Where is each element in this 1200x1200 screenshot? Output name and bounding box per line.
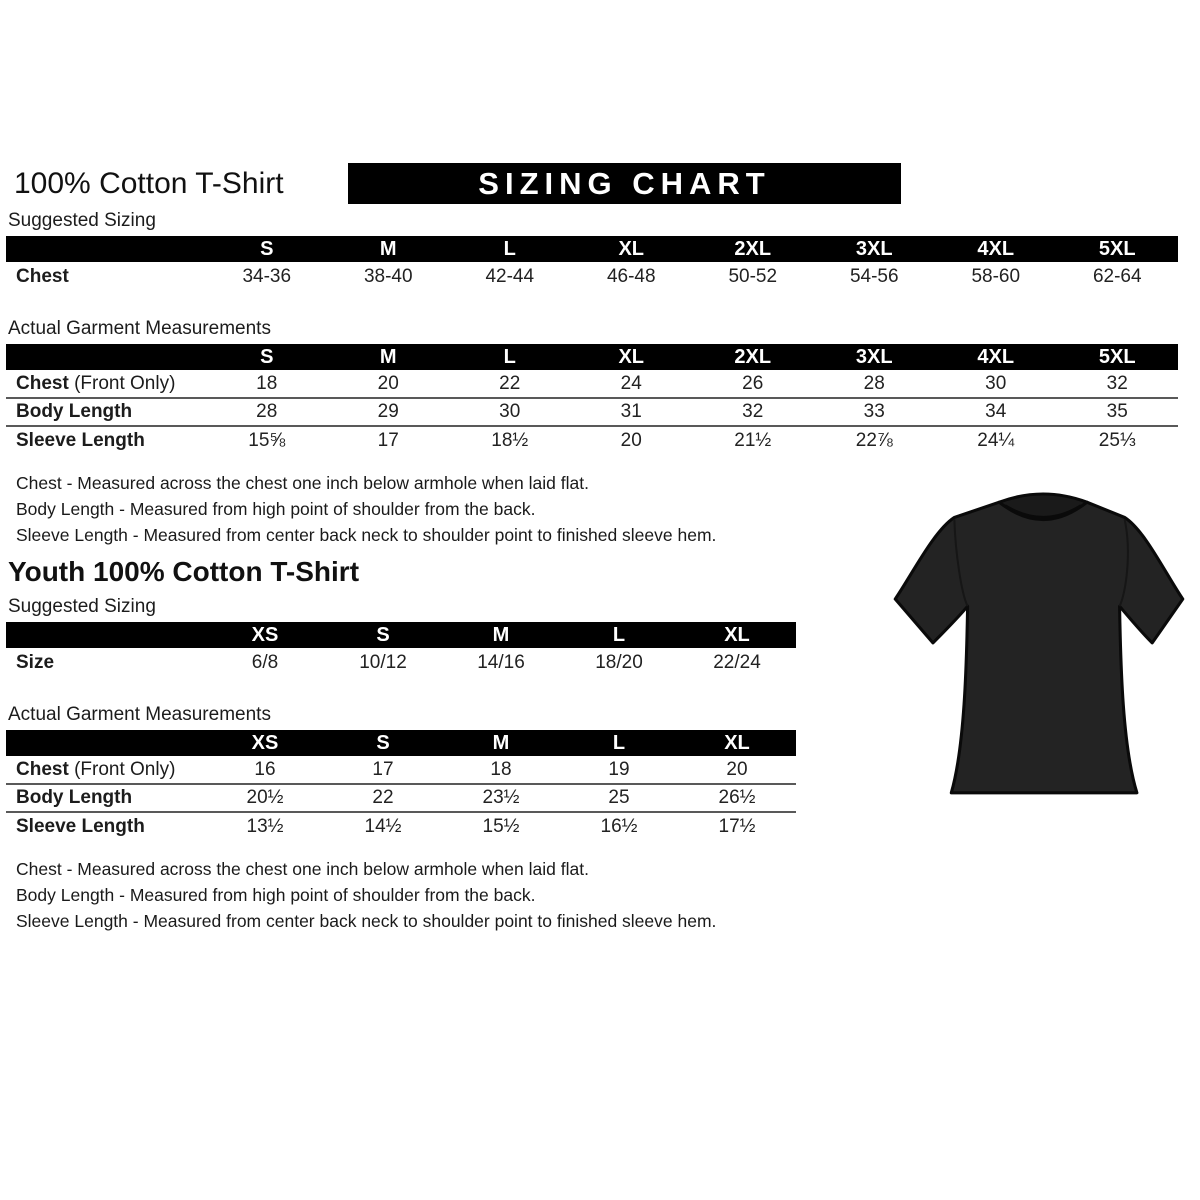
size-column-header: XL [571,344,693,370]
measurement-value: 33 [814,398,936,426]
measurement-value: 58-60 [971,266,1021,287]
row-label: Chest [16,266,69,287]
youth-actual-measurements-label: Actual Garment Measurements [8,704,271,725]
size-column-header: XS [206,622,324,648]
size-column-header: 5XL [1057,344,1179,370]
page-title: 100% Cotton T-Shirt [14,167,284,200]
youth-suggested-sizing-table [6,622,796,678]
header-spacer [6,344,206,370]
measurement-value: 24 [620,372,642,394]
measurement-value: 23½ [442,784,560,812]
measurement-value: 10/12 [359,652,407,673]
measurement-value: 22/24 [713,652,761,673]
measurement-value: 29 [328,398,450,426]
adult-suggested-sizing-label: Suggested Sizing [8,210,156,231]
measurement-row [6,398,1178,426]
row-label: Sleeve Length [6,812,206,840]
size-table [6,236,1178,292]
measurement-value: 15⅝ [206,426,328,454]
measurement-value: 42-44 [485,266,535,287]
size-column-header: S [206,344,328,370]
size-column-header: 2XL [692,236,814,262]
row-label: Chest (Front Only) [16,758,176,780]
note-chest: Chest - Measured across the chest one inch below armhole when laid flat. [16,859,589,879]
size-column-header: M [328,236,450,262]
measurement-value: 22⅞ [814,426,936,454]
size-column-header: XL [571,236,693,262]
size-table [6,344,1178,454]
measurement-value: 34 [935,398,1057,426]
size-column-header: M [328,344,450,370]
size-column-header: L [560,622,678,648]
measurement-value: 16½ [560,812,678,840]
header-row [6,163,1178,204]
adult-actual-measurements-table [6,344,1178,454]
size-column-header: XL [678,730,796,756]
measurement-value: 38-40 [363,266,413,287]
measurement-value: 19 [608,758,630,780]
size-header-row [6,730,796,756]
size-column-header: 2XL [692,344,814,370]
size-header-row [6,236,1178,262]
size-column-header: L [560,730,678,756]
note-sleeve-length: Sleeve Length - Measured from center back neck to shoulder point to finished sleeve hem. [16,911,717,931]
measurement-value: 35 [1057,398,1179,426]
note-chest: Chest - Measured across the chest one inch below armhole when laid flat. [16,473,589,493]
size-column-header: XS [206,730,324,756]
measurement-value: 20 [377,372,399,394]
measurement-value: 20½ [206,784,324,812]
measurement-row [6,756,796,784]
measurement-value: 26 [742,372,764,394]
measurement-row [6,426,1178,454]
youth-section-title: Youth 100% Cotton T-Shirt [8,556,360,587]
row-label: Body Length [6,398,206,426]
size-column-header: 3XL [814,236,936,262]
size-table [6,622,796,678]
row-label: Body Length [6,784,206,812]
measurement-value: 18 [490,758,512,780]
measurement-value: 25⅓ [1057,426,1179,454]
size-column-header: L [449,344,571,370]
size-column-header: 3XL [814,344,936,370]
youth-suggested-sizing-label: Suggested Sizing [8,596,156,617]
size-column-header: 4XL [935,344,1057,370]
note-sleeve-length: Sleeve Length - Measured from center back neck to shoulder point to finished sleeve hem. [16,525,717,545]
header-spacer [6,236,206,262]
measurement-value: 20 [726,758,748,780]
size-column-header: S [324,730,442,756]
measurement-value: 30 [449,398,571,426]
size-header-row [6,344,1178,370]
measurement-value: 32 [1106,372,1128,394]
measurement-value: 28 [863,372,885,394]
measurement-value: 6/8 [251,652,279,673]
measurement-value: 17 [372,758,394,780]
measurement-value: 30 [985,372,1007,394]
size-column-header: 5XL [1057,236,1179,262]
row-label: Chest (Front Only) [16,372,176,394]
measurement-row [6,262,1178,292]
note-body-length: Body Length - Measured from high point of shoulder from the back. [16,499,536,519]
size-column-header: S [206,236,328,262]
measurement-value: 34-36 [242,266,292,287]
measurement-value: 20 [571,426,693,454]
youth-actual-measurements-table [6,730,796,840]
measurement-value: 28 [206,398,328,426]
measurement-value: 54-56 [849,266,899,287]
header-spacer [6,730,206,756]
size-column-header: S [324,622,442,648]
measurement-value: 17½ [678,812,796,840]
size-column-header: L [449,236,571,262]
note-body-length: Body Length - Measured from high point of shoulder from the back. [16,885,536,905]
row-label: Sleeve Length [6,426,206,454]
measurement-value: 21½ [692,426,814,454]
measurement-value: 17 [328,426,450,454]
measurement-row [6,812,796,840]
measurement-value: 24¼ [935,426,1057,454]
measurement-row [6,648,796,678]
size-column-header: M [442,622,560,648]
size-header-row [6,622,796,648]
measurement-row [6,784,796,812]
measurement-value: 62-64 [1092,266,1142,287]
measurement-value: 22 [499,372,521,394]
measurement-value: 46-48 [606,266,656,287]
size-table [6,730,796,840]
measurement-value: 14½ [324,812,442,840]
measurement-value: 16 [254,758,276,780]
measurement-value: 32 [692,398,814,426]
black-tshirt-icon [885,490,1193,805]
size-column-header: M [442,730,560,756]
measurement-value: 18½ [449,426,571,454]
adult-actual-measurements-label: Actual Garment Measurements [8,318,271,339]
measurement-value: 13½ [206,812,324,840]
size-column-header: XL [678,622,796,648]
measurement-value: 25 [560,784,678,812]
measurement-value: 14/16 [477,652,525,673]
adult-suggested-sizing-table [6,236,1178,292]
measurement-value: 18 [256,372,278,394]
measurement-value: 31 [571,398,693,426]
measurement-value: 18/20 [595,652,643,673]
row-label: Size [16,652,55,673]
measurement-value: 15½ [442,812,560,840]
size-column-header: 4XL [935,236,1057,262]
measurement-value: 22 [324,784,442,812]
header-spacer [6,622,206,648]
tshirt-product-image [885,490,1193,805]
youth-measurement-notes [6,856,1178,934]
measurement-row [6,370,1178,398]
measurement-value: 50-52 [728,266,778,287]
sizing-chart-banner: SIZING CHART [348,163,901,204]
measurement-value: 26½ [678,784,796,812]
